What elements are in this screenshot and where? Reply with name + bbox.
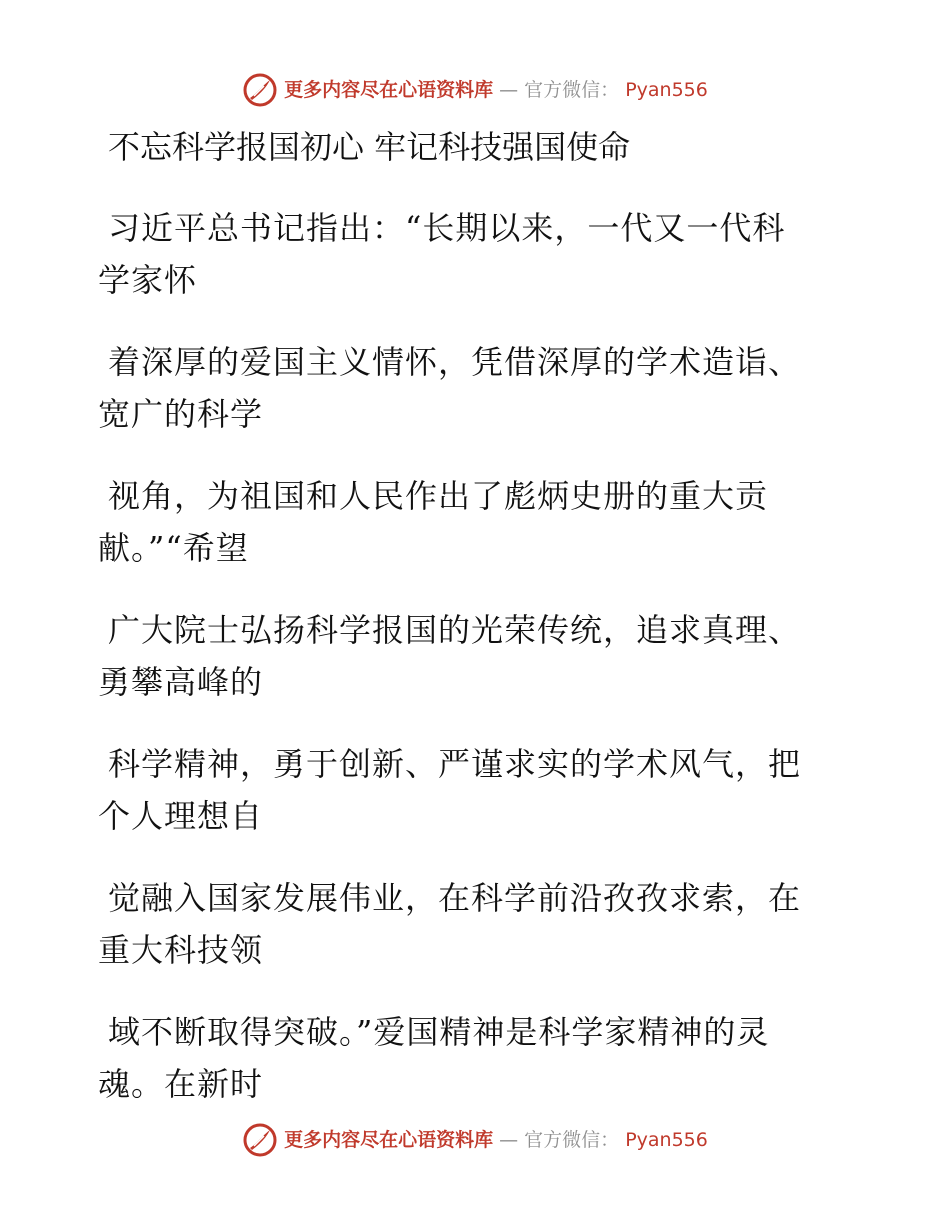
- paragraph-line: 勇攀高峰的: [98, 663, 264, 701]
- watermark-main-text: 更多内容尽在心语资料库: [284, 79, 494, 101]
- quill-logo-icon: [242, 72, 278, 108]
- paragraph: [98, 1006, 838, 1110]
- paragraph: [98, 604, 838, 708]
- paragraph-line: 学家怀: [98, 261, 198, 299]
- paragraph-line: 广大院士弘扬科学报国的光荣传统，追求真理、: [108, 611, 802, 649]
- paragraph-line: 习近平总书记指出：“长期以来，一代又一代科: [108, 209, 786, 247]
- paragraph-line: 视角，为祖国和人民作出了彪炳史册的重大贡: [108, 477, 769, 515]
- watermark-wechat-id: Pyan556: [625, 79, 708, 101]
- document-title: 不忘科学报国初心 牢记科技强国使命: [108, 128, 631, 166]
- watermark-dash: —: [499, 1129, 519, 1151]
- quill-logo-icon: [242, 1122, 278, 1158]
- watermark-main-text: 更多内容尽在心语资料库: [284, 1129, 494, 1151]
- watermark-header: [0, 70, 950, 110]
- watermark-footer: [0, 1120, 950, 1160]
- watermark-wechat-id: Pyan556: [625, 1129, 708, 1151]
- watermark-label: 官方微信：: [524, 1129, 620, 1151]
- paragraph-line: 觉融入国家发展伟业，在科学前沿孜孜求索，在: [108, 879, 802, 917]
- paragraph: [98, 336, 838, 440]
- document-body: [98, 122, 838, 1110]
- paragraph: [98, 872, 838, 976]
- watermark-dash: —: [499, 79, 519, 101]
- paragraph-line: 献。”“希望: [98, 529, 249, 567]
- paragraph: [98, 202, 838, 306]
- paragraph-line: 科学精神，勇于创新、严谨求实的学术风气，把: [108, 745, 802, 783]
- paragraph-line: 域不断取得突破。”爱国精神是科学家精神的灵: [108, 1013, 770, 1051]
- paragraph: [98, 470, 838, 574]
- paragraph-line: 着深厚的爱国主义情怀，凭借深厚的学术造诣、: [108, 343, 802, 381]
- paragraph-line: 宽广的科学: [98, 395, 264, 433]
- paragraph-line: 魂。在新时: [98, 1065, 264, 1103]
- paragraph-line: 重大科技领: [98, 931, 264, 969]
- paragraph: [98, 738, 838, 842]
- watermark-label: 官方微信：: [524, 79, 620, 101]
- paragraph-line: 个人理想自: [98, 797, 264, 835]
